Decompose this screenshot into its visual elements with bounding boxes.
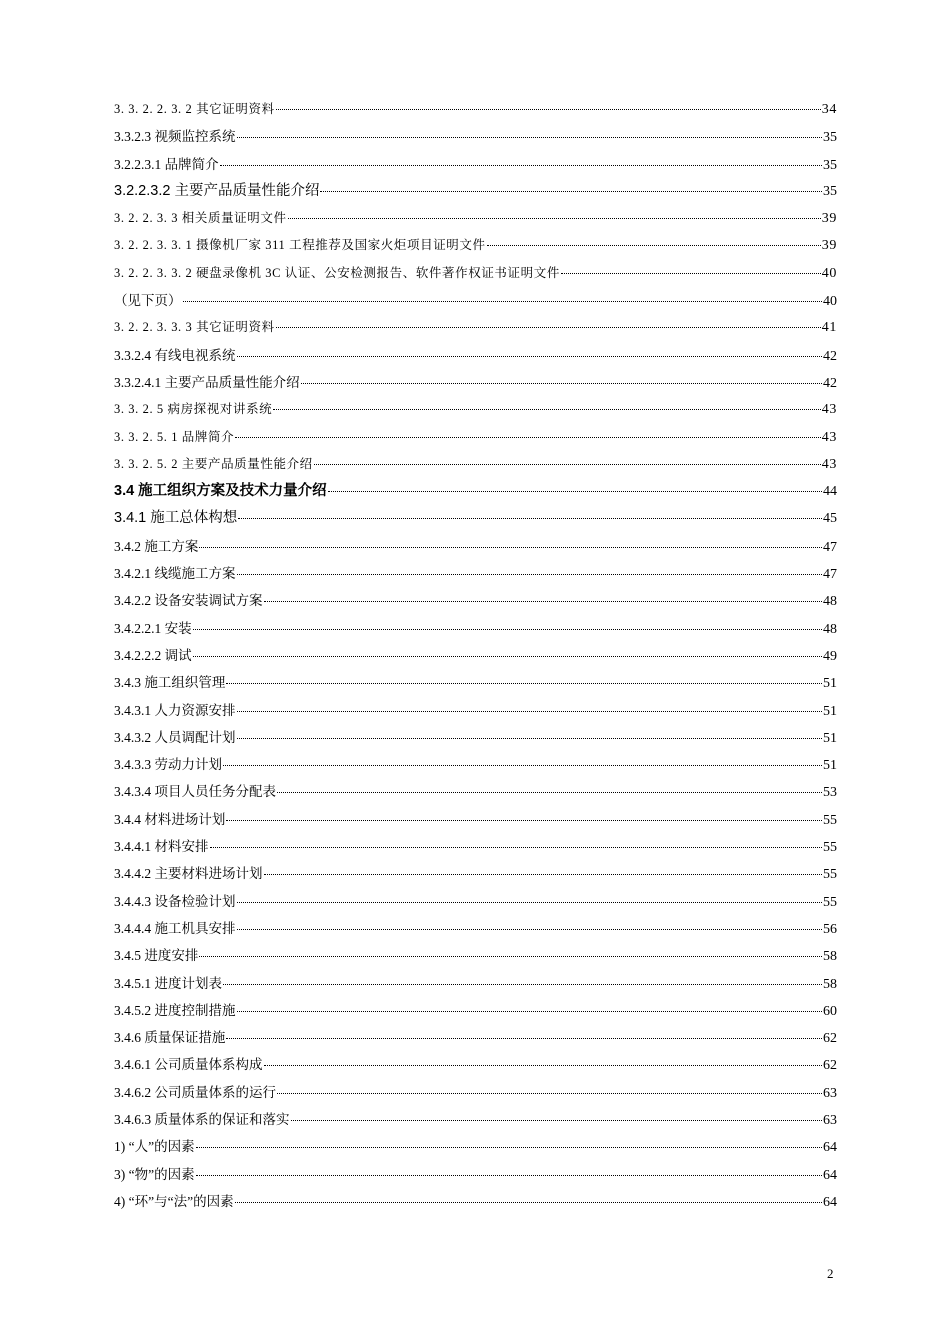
dot-leader bbox=[276, 97, 821, 111]
toc-entry-page: 45 bbox=[823, 511, 837, 527]
toc-entry-page: 43 bbox=[821, 429, 837, 445]
dot-leader bbox=[314, 451, 821, 465]
toc-entry-title: 3. 2. 2. 3. 3. 2 硬盘录像机 3C 认证、公安检测报告、软件著作权证书证明文件 bbox=[114, 265, 560, 280]
toc-entry-page: 41 bbox=[821, 320, 837, 336]
toc-entry-title: 3.4.2.1 线缆施工方案 bbox=[114, 566, 236, 582]
dot-leader bbox=[301, 369, 822, 384]
dot-leader bbox=[226, 806, 822, 821]
dot-leader bbox=[199, 943, 822, 958]
toc-entry-title: （见下页） bbox=[114, 293, 182, 309]
toc-entry[interactable] bbox=[114, 1161, 837, 1188]
toc-entry[interactable] bbox=[114, 888, 837, 915]
toc-entry[interactable] bbox=[114, 451, 837, 478]
toc-entry-page: 42 bbox=[823, 348, 837, 364]
toc-entry-page: 58 bbox=[823, 949, 837, 965]
toc-entry[interactable] bbox=[114, 260, 837, 287]
toc-entry-title: 3.2.2.3.2 主要产品质量性能介绍 bbox=[114, 182, 320, 199]
toc-entry-title: 3.4.3.3 劳动力计划 bbox=[114, 757, 222, 773]
toc-entry[interactable] bbox=[114, 287, 837, 314]
toc-entry-title: 3.4.5 进度安排 bbox=[114, 948, 199, 964]
dot-leader bbox=[235, 1188, 822, 1203]
toc-entry-title: 3. 2. 2. 3. 3 相关质量证明文件 bbox=[114, 211, 287, 226]
toc-entry[interactable] bbox=[114, 642, 837, 669]
toc-entry-page: 62 bbox=[823, 1031, 837, 1047]
toc-entry-page: 55 bbox=[823, 894, 837, 910]
toc-entry[interactable] bbox=[114, 342, 837, 369]
toc-entry-title: 3. 3. 2. 5. 1 品牌简介 bbox=[114, 429, 235, 444]
toc-entry-page: 51 bbox=[823, 676, 837, 692]
toc-entry-title: 3.4.4.4 施工机具安排 bbox=[114, 920, 236, 936]
dot-leader bbox=[196, 1134, 822, 1149]
dot-leader bbox=[288, 206, 821, 220]
toc-entry-title: 3.2.2.3.1 品牌简介 bbox=[114, 156, 219, 172]
dot-leader bbox=[291, 1106, 823, 1121]
toc-entry-page: 42 bbox=[823, 375, 837, 391]
dot-leader bbox=[237, 724, 823, 739]
toc-entry-page: 53 bbox=[823, 785, 837, 801]
toc-entry-page: 39 bbox=[821, 238, 837, 254]
table-of-contents bbox=[114, 96, 837, 1215]
dot-leader bbox=[276, 315, 821, 329]
toc-entry-page: 55 bbox=[823, 812, 837, 828]
toc-entry-page: 44 bbox=[823, 484, 837, 500]
toc-entry-title: 3.4.3.2 人员调配计划 bbox=[114, 729, 236, 745]
dot-leader bbox=[487, 233, 821, 247]
toc-entry[interactable] bbox=[114, 369, 837, 396]
dot-leader bbox=[193, 615, 822, 630]
toc-entry-title: 3. 3. 2. 5. 2 主要产品质量性能介绍 bbox=[114, 456, 313, 471]
toc-entry[interactable] bbox=[114, 778, 837, 805]
toc-entry-title: 3.4.6.1 公司质量体系构成 bbox=[114, 1057, 263, 1073]
toc-entry-title: 3. 2. 2. 3. 3. 3 其它证明资料 bbox=[114, 320, 275, 335]
toc-entry-title: 3.4.4.1 材料安排 bbox=[114, 839, 209, 855]
dot-leader bbox=[237, 915, 823, 930]
dot-leader bbox=[223, 752, 822, 767]
toc-entry-title: 3.3.2.4.1 主要产品质量性能介绍 bbox=[114, 374, 300, 390]
toc-entry-page: 47 bbox=[823, 567, 837, 583]
toc-entry-page: 63 bbox=[823, 1085, 837, 1101]
toc-entry[interactable] bbox=[114, 1106, 837, 1133]
dot-leader bbox=[196, 1161, 822, 1176]
toc-entry[interactable] bbox=[114, 396, 837, 423]
toc-entry-page: 43 bbox=[821, 402, 837, 418]
toc-entry-title: 3.4.5.1 进度计划表 bbox=[114, 975, 222, 991]
dot-leader bbox=[277, 1079, 822, 1094]
toc-entry-title: 3.4.6.3 质量体系的保证和落实 bbox=[114, 1111, 290, 1127]
toc-entry-title: 3.4.4 材料进场计划 bbox=[114, 811, 226, 827]
toc-entry-page: 63 bbox=[823, 1112, 837, 1128]
toc-entry-title: 3.4.4.3 设备检验计划 bbox=[114, 893, 236, 909]
toc-entry[interactable] bbox=[114, 533, 837, 560]
toc-entry-title: 3. 3. 2. 5 病房探视对讲系统 bbox=[114, 402, 273, 417]
toc-entry-page: 48 bbox=[823, 621, 837, 637]
toc-entry[interactable] bbox=[114, 833, 837, 860]
dot-leader bbox=[238, 505, 822, 520]
toc-entry[interactable] bbox=[114, 151, 837, 178]
toc-entry[interactable] bbox=[114, 970, 837, 997]
toc-entry[interactable] bbox=[114, 860, 837, 887]
toc-entry-title: 3.4.5.2 进度控制措施 bbox=[114, 1002, 236, 1018]
toc-entry-page: 35 bbox=[823, 130, 837, 146]
toc-entry-title: 3.4.3.1 人力资源安排 bbox=[114, 702, 236, 718]
dot-leader bbox=[264, 1052, 823, 1067]
toc-entry-page: 51 bbox=[823, 703, 837, 719]
page-number: 2 bbox=[827, 1266, 834, 1281]
dot-leader bbox=[237, 342, 823, 357]
toc-entry-page: 62 bbox=[823, 1058, 837, 1074]
toc-entry[interactable] bbox=[114, 1079, 837, 1106]
toc-entry-page: 40 bbox=[821, 265, 837, 281]
toc-entry[interactable] bbox=[114, 314, 837, 341]
toc-entry-page: 43 bbox=[821, 456, 837, 472]
toc-entry[interactable] bbox=[114, 478, 837, 505]
toc-entry[interactable] bbox=[114, 942, 837, 969]
toc-entry-page: 60 bbox=[823, 1003, 837, 1019]
toc-entry-page: 64 bbox=[823, 1140, 837, 1156]
toc-entry[interactable] bbox=[114, 232, 837, 259]
toc-entry[interactable] bbox=[114, 205, 837, 232]
dot-leader bbox=[226, 670, 822, 685]
toc-entry[interactable] bbox=[114, 915, 837, 942]
toc-entry-title: 3.3.2.4 有线电视系统 bbox=[114, 347, 236, 363]
toc-entry-page: 64 bbox=[823, 1167, 837, 1183]
toc-entry[interactable] bbox=[114, 424, 837, 451]
dot-leader bbox=[183, 288, 823, 303]
dot-leader bbox=[235, 424, 821, 438]
toc-entry-page: 49 bbox=[823, 648, 837, 664]
toc-entry-title: 3.4.6.2 公司质量体系的运行 bbox=[114, 1084, 276, 1100]
toc-entry-title: 3.4.3.4 项目人员任务分配表 bbox=[114, 784, 276, 800]
dot-leader bbox=[199, 533, 822, 548]
dot-leader bbox=[210, 834, 823, 849]
toc-entry-title: 3.4.3 施工组织管理 bbox=[114, 675, 226, 691]
toc-entry-title: 3.4.1 施工总体构想 bbox=[114, 510, 238, 527]
dot-leader bbox=[237, 124, 823, 139]
toc-entry-page: 35 bbox=[823, 157, 837, 173]
toc-entry[interactable] bbox=[114, 505, 837, 532]
dot-leader bbox=[237, 697, 823, 712]
toc-entry-title: 3) “物”的因素 bbox=[114, 1166, 195, 1182]
toc-entry-title: 4) “环”与“法”的因素 bbox=[114, 1193, 234, 1209]
toc-entry-page: 55 bbox=[823, 840, 837, 856]
toc-entry[interactable] bbox=[114, 724, 837, 751]
toc-entry[interactable] bbox=[114, 669, 837, 696]
toc-entry-title: 3. 3. 2. 2. 3. 2 其它证明资料 bbox=[114, 102, 275, 116]
dot-leader bbox=[277, 779, 822, 794]
dot-leader bbox=[264, 588, 823, 603]
dot-leader bbox=[237, 561, 823, 576]
toc-entry[interactable] bbox=[114, 751, 837, 778]
toc-entry-page: 51 bbox=[823, 758, 837, 774]
toc-entry[interactable] bbox=[114, 1133, 837, 1160]
toc-entry-page: 55 bbox=[823, 867, 837, 883]
dot-leader bbox=[237, 888, 823, 903]
toc-entry-page: 35 bbox=[823, 183, 837, 199]
toc-entry[interactable] bbox=[114, 587, 837, 614]
toc-entry-title: 3.4.2 施工方案 bbox=[114, 538, 199, 554]
toc-entry-page: 47 bbox=[823, 539, 837, 555]
dot-leader bbox=[193, 642, 822, 657]
toc-entry-title: 3.4.2.2.2 调试 bbox=[114, 647, 192, 663]
dot-leader bbox=[320, 177, 822, 192]
toc-entry-title: 3.4.4.2 主要材料进场计划 bbox=[114, 866, 263, 882]
toc-entry-title: 3.3.2.3 视频监控系统 bbox=[114, 129, 236, 145]
toc-entry[interactable] bbox=[114, 1024, 837, 1051]
dot-leader bbox=[220, 151, 822, 166]
toc-entry-title: 3. 2. 2. 3. 3. 1 摄像机厂家 311 工程推荐及国家火炬项目证明文件 bbox=[114, 238, 486, 253]
toc-entry-page: 34 bbox=[821, 102, 837, 117]
toc-entry[interactable] bbox=[114, 1051, 837, 1078]
toc-entry-title: 1) “人”的因素 bbox=[114, 1139, 195, 1155]
dot-leader bbox=[273, 397, 821, 411]
toc-entry[interactable] bbox=[114, 806, 837, 833]
toc-entry[interactable] bbox=[114, 697, 837, 724]
toc-entry[interactable] bbox=[114, 560, 837, 587]
dot-leader bbox=[264, 861, 823, 876]
toc-entry-title: 3.4.2.2.1 安装 bbox=[114, 620, 192, 636]
toc-entry[interactable] bbox=[114, 178, 837, 205]
dot-leader bbox=[237, 997, 823, 1012]
toc-entry[interactable] bbox=[114, 96, 837, 123]
toc-entry-title: 3.4.6 质量保证措施 bbox=[114, 1030, 226, 1046]
toc-entry[interactable] bbox=[114, 997, 837, 1024]
toc-entry-page: 48 bbox=[823, 594, 837, 610]
dot-leader bbox=[226, 1025, 822, 1040]
dot-leader bbox=[328, 477, 822, 493]
dot-leader bbox=[223, 970, 822, 985]
toc-entry-page: 64 bbox=[823, 1194, 837, 1210]
toc-entry[interactable] bbox=[114, 123, 837, 150]
toc-entry-page: 40 bbox=[823, 294, 837, 310]
toc-entry[interactable] bbox=[114, 615, 837, 642]
toc-entry[interactable] bbox=[114, 1188, 837, 1215]
toc-entry-title: 3.4.2.2 设备安装调试方案 bbox=[114, 593, 263, 609]
toc-entry-title: 3.4 施工组织方案及技术力量介绍 bbox=[114, 483, 327, 500]
toc-entry-page: 56 bbox=[823, 921, 837, 937]
toc-entry-page: 39 bbox=[821, 211, 837, 227]
toc-entry-page: 58 bbox=[823, 976, 837, 992]
dot-leader bbox=[561, 260, 821, 274]
toc-entry-page: 51 bbox=[823, 730, 837, 746]
